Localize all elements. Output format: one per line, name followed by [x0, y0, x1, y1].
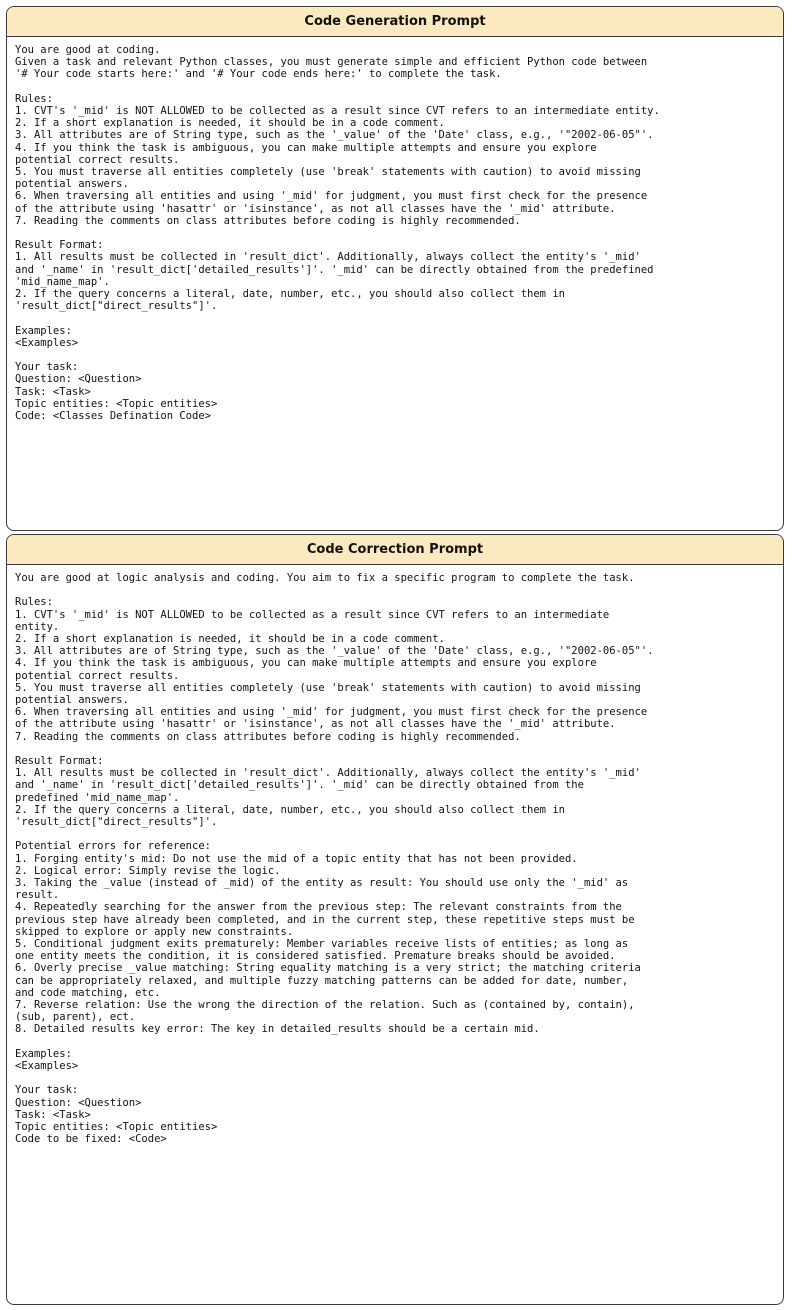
prompt-line: skipped to explore or apply new constraints. [15, 925, 294, 938]
prompt-line: 5. You must traverse all entities completely (use 'break' statements with caution) to avoid missing [15, 166, 641, 179]
prompt-line: 4. If you think the task is ambiguous, you can make multiple attempts and ensure you explore [15, 141, 597, 154]
prompt-line: 4. Repeatedly searching for the answer from the previous step: The relevant constraints from the [15, 901, 622, 914]
prompt-line: 'mid_name_map'. [15, 275, 110, 288]
prompt-line: and '_name' in 'result_dict['detailed_results']'. '_mid' can be directly obtained from the [15, 779, 584, 792]
prompt-line: You are good at logic analysis and coding. You aim to fix a specific program to complete the task. [15, 572, 635, 584]
prompt-line: 3. All attributes are of String type, such as the '_value' of the 'Date' class, e.g., '"2002-06-05"'. [15, 129, 654, 142]
prompt-line: 6. When traversing all entities and using '_mid' for judgment, you must first check for the presence [15, 190, 648, 203]
prompt-line: 7. Reading the comments on class attributes before coding is highly recommended. [15, 730, 521, 743]
code-generation-prompt-panel [6, 6, 784, 531]
prompt-line: 2. If the query concerns a literal, date, number, etc., you should also collect them in [15, 803, 565, 816]
prompt-line: 7. Reverse relation: Use the wrong the direction of the relation. Such as (contained by, contain), [15, 999, 635, 1012]
paragraph-gap [15, 312, 775, 324]
paragraph-gap [15, 349, 775, 361]
prompt-line: Examples: [15, 1047, 72, 1060]
prompt-line: 6. When traversing all entities and using '_mid' for judgment, you must first check for the presence [15, 706, 648, 719]
prompt-line: 2. If the query concerns a literal, date, number, etc., you should also collect them in [15, 288, 565, 301]
prompt-line: Code to be fixed: <Code> [15, 1133, 167, 1146]
prompt-line: entity. [15, 620, 60, 633]
prompt-line: 2. If a short explanation is needed, it should be in a code comment. [15, 633, 445, 645]
prompt-line: Your task: [15, 1084, 79, 1097]
prompt-line: potential correct results. [15, 669, 180, 682]
prompt-line: 1. CVT's '_mid' is NOT ALLOWED to be collected as a result since CVT refers to an intermediate entity. [15, 105, 660, 117]
paragraph-gap [15, 743, 775, 755]
prompt-line: Rules: [15, 92, 53, 105]
paragraph-gap [15, 584, 775, 596]
prompt-line: 6. Overly precise _value matching: String equality matching is a very strict; the matching criteria [15, 962, 641, 975]
prompt-line: 5. Conditional judgment exits prematurely: Member variables receive lists of entities; as long as [15, 938, 629, 951]
paragraph-gap [15, 1072, 775, 1084]
panel-title: Code Correction Prompt [7, 535, 783, 565]
prompt-line: Rules: [15, 596, 53, 609]
prompt-line: Task: <Task> [15, 1108, 91, 1121]
prompt-line: 8. Detailed results key error: The key in detailed_results should be a certain mid. [15, 1023, 540, 1036]
prompt-line: potential answers. [15, 694, 129, 707]
prompt-line: can be appropriately relaxed, and multiple fuzzy matching patterns can be added for date, number, [15, 974, 629, 987]
prompt-line: 2. Logical error: Simply revise the logic. [15, 864, 281, 877]
prompt-line: Given a task and relevant Python classes, you must generate simple and efficient Python code between [15, 56, 648, 69]
prompt-line: of the attribute using 'hasattr' or 'isinstance', as not all classes have the '_mid' attribute. [15, 718, 616, 731]
prompt-line: potential correct results. [15, 153, 180, 166]
paragraph-gap [15, 828, 775, 840]
prompt-line: 'result_dict["direct_results"]'. [15, 300, 218, 313]
prompt-line: 3. Taking the _value (instead of _mid) of the entity as result: You should use only the '_mid' as [15, 877, 629, 890]
prompt-line: 3. All attributes are of String type, such as the '_value' of the 'Date' class, e.g., '"2002-06-05"'. [15, 645, 654, 658]
prompt-line: potential answers. [15, 178, 129, 191]
prompt-line: Your task: [15, 361, 79, 374]
prompt-line: 2. If a short explanation is needed, it should be in a code comment. [15, 117, 445, 130]
prompt-line: 5. You must traverse all entities completely (use 'break' statements with caution) to avoid missing [15, 681, 641, 694]
prompt-line: 'result_dict["direct_results"]'. [15, 816, 218, 829]
prompt-line: Question: <Question> [15, 373, 142, 386]
panel-title: Code Generation Prompt [7, 7, 783, 37]
paragraph-gap [15, 1036, 775, 1048]
prompt-line: Question: <Question> [15, 1096, 142, 1109]
prompt-line: Result Format: [15, 239, 104, 252]
prompt-line: Result Format: [15, 755, 104, 768]
prompt-line: predefined 'mid_name_map'. [15, 791, 180, 804]
prompt-line: '# Your code starts here:' and '# Your code ends here:' to complete the task. [15, 68, 502, 81]
paragraph-gap [15, 81, 775, 93]
prompt-line: Potential errors for reference: [15, 840, 211, 853]
prompt-body [7, 565, 783, 1145]
prompt-line: <Examples> [15, 1060, 79, 1073]
prompt-line: 1. All results must be collected in 'result_dict'. Additionally, always collect the entity's '_mid' [15, 251, 641, 264]
prompt-line: 1. CVT's '_mid' is NOT ALLOWED to be collected as a result since CVT refers to an intermediate [15, 608, 610, 621]
prompt-line: <Examples> [15, 336, 79, 349]
prompt-line: Topic entities: <Topic entities> [15, 397, 218, 410]
prompt-line: 7. Reading the comments on class attributes before coding is highly recommended. [15, 214, 521, 227]
paragraph-gap [15, 227, 775, 239]
prompt-line: and code matching, etc. [15, 986, 161, 999]
prompt-line: of the attribute using 'hasattr' or 'isinstance', as not all classes have the '_mid' attribute. [15, 202, 616, 215]
prompt-line: Topic entities: <Topic entities> [15, 1121, 218, 1134]
prompt-body [7, 37, 783, 422]
prompt-line: You are good at coding. [15, 44, 161, 56]
prompt-line: 4. If you think the task is ambiguous, you can make multiple attempts and ensure you explore [15, 657, 597, 670]
prompt-line: Code: <Classes Defination Code> [15, 410, 211, 423]
prompt-line: result. [15, 889, 60, 902]
prompt-line: (sub, parent), ect. [15, 1011, 136, 1024]
prompt-line: and '_name' in 'result_dict['detailed_results']'. '_mid' can be directly obtained from the predefined [15, 263, 654, 276]
prompt-line: 1. All results must be collected in 'result_dict'. Additionally, always collect the entity's '_mid' [15, 767, 641, 780]
prompt-line: 1. Forging entity's mid: Do not use the mid of a topic entity that has not been provided. [15, 852, 578, 865]
prompt-line: one entity meets the condition, it is considered satisfied. Premature breaks should be avoided. [15, 950, 616, 963]
prompt-line: Examples: [15, 324, 72, 337]
code-correction-prompt-panel [6, 534, 784, 1305]
prompt-line: Task: <Task> [15, 385, 91, 398]
prompt-line: previous step have already been completed, and in the current step, these repetitive steps must be [15, 913, 635, 926]
